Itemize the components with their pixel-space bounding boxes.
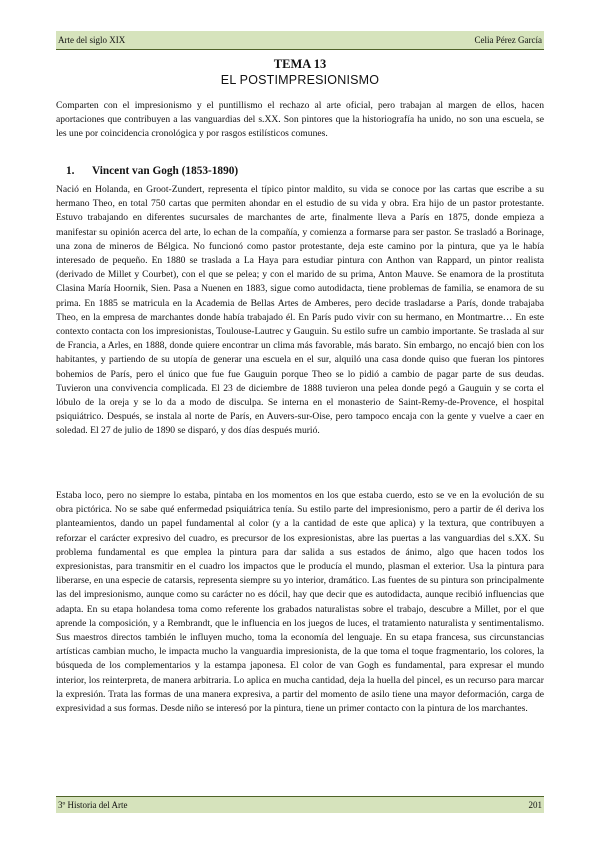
header-course: Arte del siglo XIX: [58, 35, 126, 45]
chapter-title: [56, 57, 544, 88]
section-title: Vincent van Gogh (1853-1890): [92, 165, 239, 177]
chapter-number: TEMA 13: [273, 57, 327, 71]
body-paragraph-biography: Nació en Holanda, en Groot-Zundert, representa el típico pintor maldito, su vida se conoce por las cartas que escribe a su hermano Theo, en total 750 cartas que permiten ahondar en el estudio de su vida y obra. Era hijo de un pastor protestante. Estuvo trabajando en diferentes sucursales de marchantes de arte, finalmente lleva a París en 1875, donde empieza a manifestar su opinión acerca del arte, lo echan de la compañía, y comienza a formarse para ser pastor. Se trasladó a Borinage, una zona de mineros de Bélgica. No funcionó como pastor protestante, deja este camino por la pintura, que ya le había interesado de pequeño. En 1880 se traslada a La Haya para estudiar pintura con Anthon van Rappard, un pintor realista (derivado de Millet y Courbet), con el que se pelea; y con el marido de su prima, Anton Mauve. Se enamora de la prostituta Clasina María Hoornik, Sien. Pasa a Nuenen en 1883, sigue como autodidacta, tiene problemas de familia, se enamora de su prima. En 1885 se matricula en la Academia de Bellas Artes de Amberes, pero decide trasladarse a París, donde trabajaba Theo, en la empresa de marchantes donde había trabajado él. En París pudo vivir con su hermano, en Montmartre… En este contexto contacta con los impresionistas, Toulouse-Lautrec y Gauguin. Su estilo sufre un cambio importante. Se traslada al sur de Francia, a Arles, en 1888, donde quiere encontrar un clima más favorable, más barato. Sin embargo, no encajó bien con los habitantes, y partiendo de su utopía de generar una escuela en el sur, alquiló una casa donde quiso que fueran los pintores bohemios de París, pero el único que fue fue Gauguin porque Theo se lo pidió a cambio de pagar parte de sus deudas. Tuvieron una convivencia complicada. El 23 de diciembre de 1888 tuvieron una pelea donde pegó a Gauguin y se corta el lóbulo de la oreja y se lo da a modo de disculpa. Se interna en el monasterio de Saint-Remy-de-Provence, el hospital psiquiátrico. Después, se instala al norte de París, en Auvers-sur-Oise, pero tampoco encaja con la gente y vuelve a caer en soledad. El 27 de julio de 1890 se disparó, y dos días después murió.: [56, 184, 544, 437]
chapter-subtitle: EL POSTIMPRESIONISMO: [220, 73, 380, 87]
header-author: Celia Pérez García: [474, 35, 542, 45]
section-heading: [66, 163, 238, 179]
section-number: 1.: [66, 165, 75, 177]
page-number: 201: [528, 800, 542, 810]
footer-course: 3º Historia del Arte: [58, 800, 128, 810]
intro-paragraph: Comparten con el impresionismo y el puntillismo el rechazo al arte oficial, pero trabajan al margen de ellos, hacen aportaciones que contribuyen a las vanguardias del s.XX. Son pintores que la historiografía ha unido, no son una escuela, se les une por coincidencia cronológica y por rasgos estilísticos comunes.: [56, 100, 544, 140]
running-header: [56, 31, 544, 50]
running-footer: [56, 796, 544, 813]
body-paragraph-style: Estaba loco, pero no siempre lo estaba, pintaba en los momentos en los que estaba cuerdo, esto se ve en la evolución de su obra pictórica. No se sabe qué enfermedad psiquiátrica tenía. Su estilo parte del impresionismo, pero a partir de él deriva los planteamientos, dando un papel fundamental al color (y a la cantidad de este que aplica) y la textura, que contribuyen a reforzar el carácter expresivo del cuadro, es precursor de los expresionistas, abre las puertas a las vanguardias del s.XX. Su problema fundamental es que emplea la pintura para dar salida a sus estados de ánimo, algo que hacen todos los expresionistas, para transmitir en el cuadro los impactos que le producía el mundo, plasman el exterior. Usa la pintura para liberarse, en una especie de catarsis, representa siempre su yo interior, dramático. Las fuentes de su pintura son principalmente las del impresionismo, aunque como su carácter no es dócil, hay que decir que es autodidacta, aunque recibió influencias que adapta. En su etapa holandesa toma como referente los grabados naturalistas sobre el trabajo, descubre a Millet, por el que aprende la composición, y a Rembrandt, que le influencia en los juegos de luces, el tratamiento naturalista y sentimentalismo. Sus maestros directos también le influyen mucho, toma la economía del lenguaje. En su etapa francesa, sus circunstancias artísticas cambian mucho, le impacta mucho la vanguardia impresionista, de la que toma el toque fragmentario, los colores, la búsqueda de los complementarios y la estampa japonesa. El color de van Gogh es fundamental, para expresar el mundo interior, los reinterpreta, de manera arbitraria. Lo aplica en mucha cantidad, deja la huella del pincel, es un recurso para marcar la expresión. Trata las formas de una manera expresiva, a partir del momento de asilo tiene una mayor deformación, carga de expresividad a sus formas. Desde niño se interesó por la pintura, tiene un primer contacto con la pintura de los marchantes.: [56, 490, 544, 715]
